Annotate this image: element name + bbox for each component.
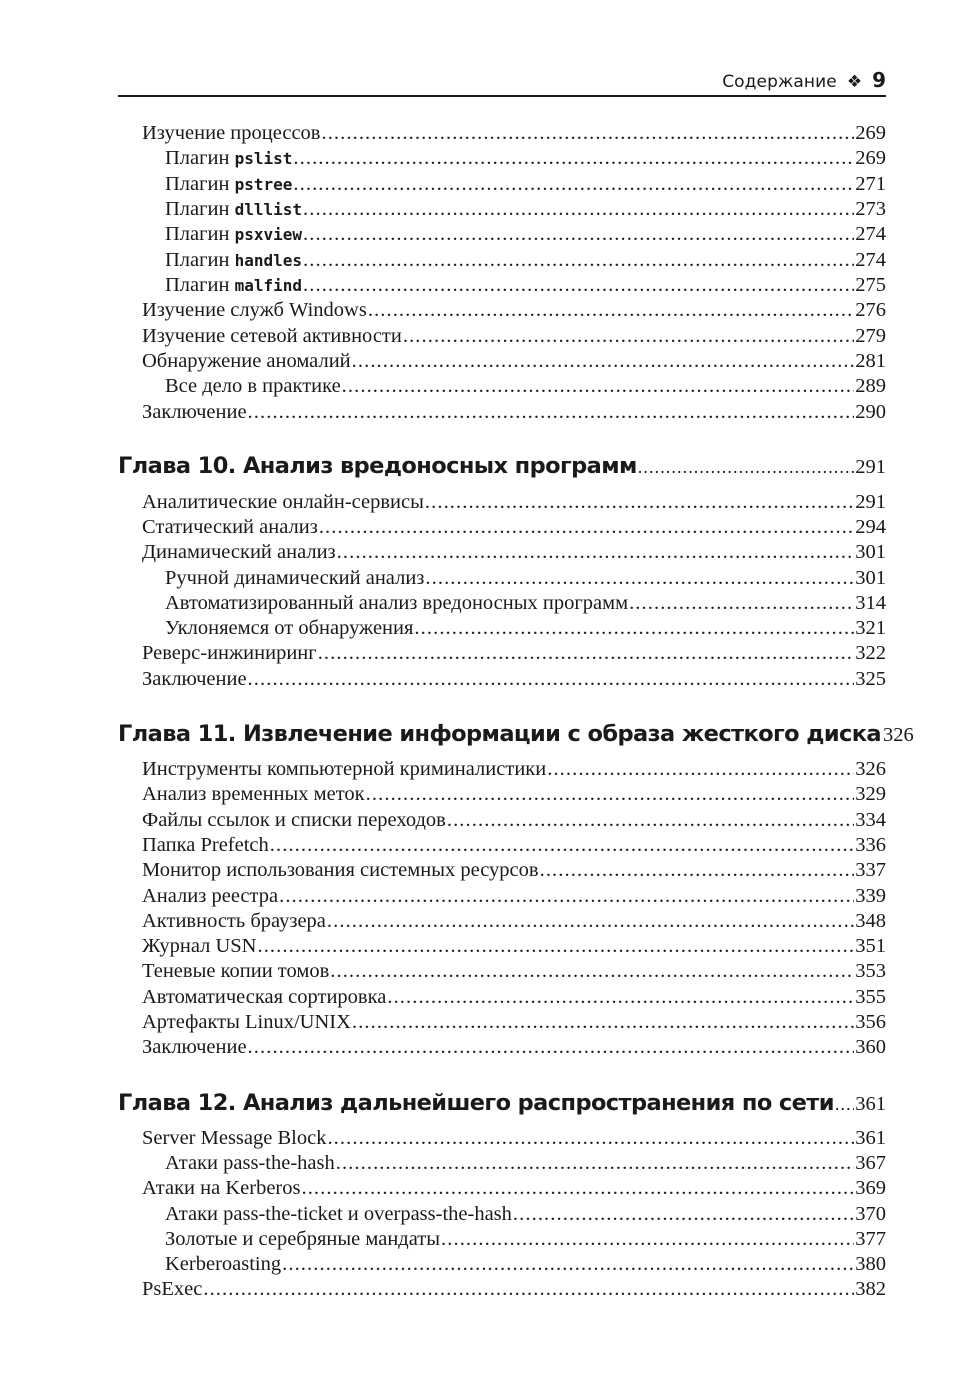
toc-entry[interactable]	[142, 859, 886, 884]
toc-entry-page: 290	[855, 401, 886, 423]
dot-leader	[337, 541, 855, 564]
dot-leader	[447, 809, 854, 832]
toc-entry-title: Автоматическая сортировка	[142, 986, 387, 1008]
toc-entry-title: Атаки pass-the-ticket и overpass-the-hash	[165, 1203, 512, 1225]
toc-entry-page: 322	[855, 642, 886, 664]
toc-entry[interactable]	[142, 516, 886, 541]
toc-entry-page: 269	[855, 122, 886, 144]
dot-leader	[352, 1011, 854, 1034]
toc-entry-page: 348	[855, 910, 886, 932]
toc-entry-page: 279	[855, 325, 886, 347]
toc-entry-title: Атаки pass-the-hash	[165, 1152, 335, 1174]
toc-entry[interactable]	[165, 198, 886, 223]
toc-entry-title: Плагин pslist	[165, 147, 293, 169]
toc-entry-title: Заключение	[142, 401, 247, 423]
toc-chapter-10[interactable]	[118, 453, 886, 483]
toc-entry-page: 334	[855, 809, 886, 831]
toc-entry-title: Уклоняемся от обнаружения	[165, 617, 414, 639]
dot-leader	[414, 617, 854, 640]
dot-leader	[441, 1228, 854, 1251]
dot-leader	[303, 198, 854, 221]
dot-leader	[270, 834, 854, 857]
toc-entry-title: Активность браузера	[142, 910, 326, 932]
dot-leader	[203, 1278, 854, 1301]
toc-entry[interactable]	[142, 1036, 886, 1061]
code-term: dlllist	[234, 200, 303, 219]
toc-entry-title: Журнал USN	[142, 935, 257, 957]
toc-entry-title: Файлы ссылок и списки переходов	[142, 809, 446, 831]
code-term: malfind	[234, 276, 303, 295]
toc-entry-page: 274	[855, 223, 886, 245]
dot-leader	[321, 122, 854, 145]
chapter-title: Глава 11. Извлечение информации с образа жесткого диска	[118, 721, 882, 747]
toc-entry-title: Заключение	[142, 1036, 247, 1058]
dot-leader	[293, 173, 854, 196]
toc-entry[interactable]	[142, 758, 886, 783]
toc-entry-title: Плагин psxview	[165, 223, 303, 245]
toc-entry-title: Монитор использования системных ресурсов	[142, 859, 539, 881]
toc-entry-title: Изучение служб Windows	[142, 299, 367, 321]
page-number: 9	[872, 68, 886, 92]
toc-entry[interactable]	[142, 1177, 886, 1202]
dot-leader	[629, 592, 854, 615]
toc-entry-title: Плагин dlllist	[165, 198, 303, 220]
toc-entry-title: Заключение	[142, 668, 247, 690]
toc-entry-page: 351	[855, 935, 886, 957]
header-rule	[118, 95, 886, 97]
dot-leader	[387, 986, 854, 1009]
toc-entry[interactable]	[165, 223, 886, 248]
dot-leader	[293, 147, 854, 170]
code-term: psxview	[234, 225, 303, 244]
dot-leader	[336, 1152, 855, 1175]
toc-chapter-11[interactable]	[118, 721, 914, 751]
toc-entry-page: 289	[855, 375, 886, 397]
dot-leader	[248, 668, 855, 691]
toc-entry-title: Kerberoasting	[165, 1253, 282, 1275]
toc-entry-title: Артефакты Linux/UNIX	[142, 1011, 351, 1033]
toc-entry-page: 369	[855, 1177, 886, 1199]
toc-entry-title: Папка Prefetch	[142, 834, 269, 856]
code-term: pstree	[234, 175, 293, 194]
toc-entry[interactable]	[142, 834, 886, 859]
toc-entry-page: 274	[855, 249, 886, 271]
toc-entry-page: 336	[855, 834, 886, 856]
toc-entry-page: 275	[855, 274, 886, 296]
running-title: Содержание	[722, 72, 837, 92]
toc-entry-page: 339	[855, 885, 886, 907]
toc-entry[interactable]	[165, 592, 886, 617]
chapter-title: Глава 12. Анализ дальнейшего распространения по сети	[118, 1090, 834, 1116]
dot-leader	[257, 935, 854, 958]
chapter-page: 291	[855, 456, 886, 478]
toc-entry-title: Плагин pstree	[165, 173, 293, 195]
dot-leader	[327, 1127, 854, 1150]
toc-entry-title: Атаки на Kerberos	[142, 1177, 301, 1199]
toc-entry[interactable]	[165, 249, 886, 274]
toc-entry-page: 367	[855, 1152, 886, 1174]
toc-entry-title: Статический анализ	[142, 516, 318, 538]
toc-entry[interactable]	[142, 783, 886, 808]
toc-entry[interactable]	[165, 617, 886, 642]
toc-entry[interactable]	[142, 935, 886, 960]
toc-entry[interactable]	[142, 668, 886, 693]
toc-entry[interactable]	[142, 885, 886, 910]
toc-entry[interactable]	[142, 642, 886, 667]
toc-entry-page: 361	[855, 1127, 886, 1149]
dot-leader	[425, 491, 854, 514]
toc-entry-page: 380	[855, 1253, 886, 1275]
dot-leader	[835, 1094, 854, 1115]
toc-entry-page: 356	[855, 1011, 886, 1033]
toc-entry-title: Реверс-инжиниринг	[142, 642, 317, 664]
toc-entry[interactable]	[142, 1278, 886, 1303]
dot-leader	[403, 325, 854, 348]
toc-entry-page: 353	[855, 960, 886, 982]
code-term: pslist	[234, 149, 293, 168]
dot-leader	[342, 375, 855, 398]
toc-entry-title: Изучение сетевой активности	[142, 325, 402, 347]
toc-entry-title: Анализ временных меток	[142, 783, 365, 805]
toc-entry[interactable]	[165, 147, 886, 172]
dot-leader	[366, 783, 855, 806]
dot-leader	[248, 1036, 855, 1059]
toc-entry-title: Динамический анализ	[142, 541, 336, 563]
toc-chapter-12[interactable]	[118, 1090, 886, 1120]
toc-entry-title: Server Message Block	[142, 1127, 327, 1149]
toc-entry[interactable]	[165, 567, 886, 592]
dot-leader	[547, 758, 854, 781]
dot-leader	[330, 960, 854, 983]
toc-entry-title: Инструменты компьютерной криминалистики	[142, 758, 547, 780]
toc-entry-title: Обнаружение аномалий	[142, 350, 351, 372]
dot-leader	[638, 457, 854, 478]
toc-entry[interactable]	[165, 173, 886, 198]
toc-entry-title: Аналитические онлайн-сервисы	[142, 491, 424, 513]
toc-entry-title: PsExec	[142, 1278, 203, 1300]
chapter-page: 326	[883, 724, 914, 746]
toc-entry-page: 355	[855, 986, 886, 1008]
dot-leader	[279, 885, 854, 908]
page-header	[118, 66, 886, 96]
chapter-page: 361	[855, 1093, 886, 1115]
toc-entry-title: Все дело в практике	[165, 375, 341, 397]
chapter-title: Глава 10. Анализ вредоносных программ	[118, 453, 637, 479]
toc-entry[interactable]	[142, 960, 886, 985]
toc-entry-page: 291	[855, 491, 886, 513]
toc-entry[interactable]	[165, 1203, 886, 1228]
toc-entry-title: Анализ реестра	[142, 885, 279, 907]
toc-entry-page: 271	[855, 173, 886, 195]
toc-entry-page: 360	[855, 1036, 886, 1058]
toc-entry-page: 321	[855, 617, 886, 639]
dot-leader	[282, 1253, 854, 1276]
toc-entry-page: 281	[855, 350, 886, 372]
dot-leader	[319, 516, 854, 539]
toc-entry-page: 276	[855, 299, 886, 321]
toc-entry-page: 273	[855, 198, 886, 220]
toc-entry[interactable]	[142, 910, 886, 935]
toc-entry[interactable]	[142, 325, 886, 350]
toc-entry-page: 337	[855, 859, 886, 881]
dot-leader	[301, 1177, 854, 1200]
toc-entry-title: Изучение процессов	[142, 122, 321, 144]
toc-entry-page: 294	[855, 516, 886, 538]
toc-entry-page: 382	[855, 1278, 886, 1300]
dot-leader	[303, 274, 854, 297]
toc-entry[interactable]	[142, 299, 886, 324]
toc-entry[interactable]	[165, 1152, 886, 1177]
toc-entry[interactable]	[142, 541, 886, 566]
toc-entry-title: Теневые копии томов	[142, 960, 330, 982]
toc-entry[interactable]	[142, 491, 886, 516]
dot-leader	[368, 299, 854, 322]
toc-entry-page: 269	[855, 147, 886, 169]
code-term: handles	[234, 251, 303, 270]
toc-entry-page: 301	[855, 541, 886, 563]
toc-entry-title: Плагин handles	[165, 249, 303, 271]
toc-entry[interactable]	[165, 274, 886, 299]
toc-entry[interactable]	[142, 122, 886, 147]
toc-entry-page: 370	[855, 1203, 886, 1225]
toc-entry[interactable]	[165, 375, 886, 400]
running-head	[722, 68, 886, 92]
toc-entry[interactable]	[142, 1127, 886, 1152]
dot-leader	[303, 249, 854, 272]
toc-entry-title: Плагин malfind	[165, 274, 303, 296]
dot-leader	[318, 642, 855, 665]
toc-entry-page: 314	[855, 592, 886, 614]
toc-entry[interactable]	[142, 986, 886, 1011]
toc-entry[interactable]	[142, 1011, 886, 1036]
dot-leader	[513, 1203, 854, 1226]
toc-entry-title: Ручной динамический анализ	[165, 567, 425, 589]
toc-entry[interactable]	[142, 401, 886, 426]
toc-entry-page: 301	[855, 567, 886, 589]
toc-entry[interactable]	[142, 809, 886, 834]
dot-leader	[352, 350, 855, 373]
dot-leader	[540, 859, 855, 882]
toc-entry-page: 326	[855, 758, 886, 780]
toc-entry[interactable]	[165, 1253, 886, 1278]
toc-entry[interactable]	[142, 350, 886, 375]
toc-entry-page: 329	[855, 783, 886, 805]
toc-entry-title: Автоматизированный анализ вредоносных программ	[165, 592, 629, 614]
toc-entry-title: Золотые и серебряные мандаты	[165, 1228, 441, 1250]
toc-entry-page: 377	[855, 1228, 886, 1250]
toc-entry[interactable]	[165, 1228, 886, 1253]
four-diamond-ornament-icon: ❖	[846, 72, 863, 92]
dot-leader	[425, 567, 854, 590]
dot-leader	[327, 910, 854, 933]
dot-leader	[248, 401, 855, 424]
dot-leader	[303, 223, 854, 246]
toc-entry-page: 325	[855, 668, 886, 690]
